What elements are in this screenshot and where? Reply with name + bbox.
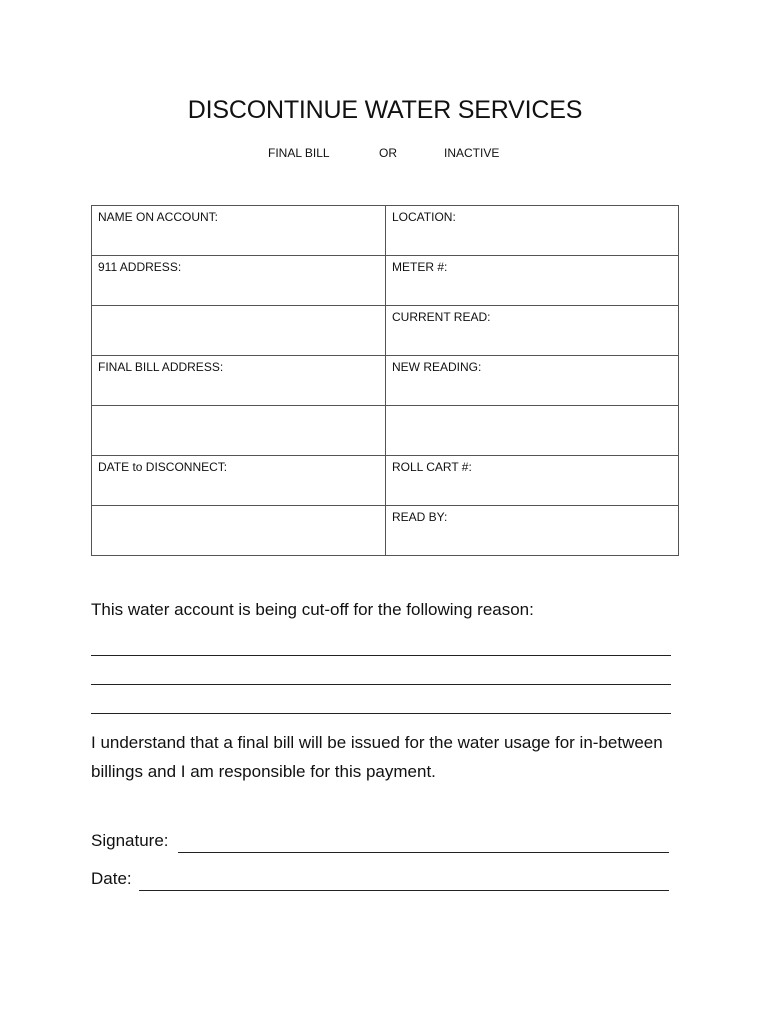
field-read-by[interactable]: READ BY: [386, 506, 679, 556]
table-row [92, 206, 679, 256]
field-final-bill-address-cont[interactable] [92, 406, 386, 456]
option-separator: OR [379, 146, 397, 160]
table-row [92, 456, 679, 506]
table-row [92, 356, 679, 406]
table-row [92, 256, 679, 306]
field-date-to-disconnect[interactable]: DATE to DISCONNECT: [92, 456, 386, 506]
field-date-to-disconnect-cont[interactable] [92, 506, 386, 556]
date-label: Date: [91, 869, 132, 888]
account-info-table [91, 205, 679, 556]
table-row [92, 506, 679, 556]
field-name-on-account[interactable]: NAME ON ACCOUNT: [92, 206, 386, 256]
reason-label: This water account is being cut-off for the following reason: [91, 600, 534, 619]
field-location[interactable]: LOCATION: [386, 206, 679, 256]
field-blank[interactable] [386, 406, 679, 456]
field-current-read[interactable]: CURRENT READ: [386, 306, 679, 356]
acknowledgement-text: I understand that a final bill will be issued for the water usage for in-between billings and I am responsible for this payment. [91, 733, 663, 781]
field-final-bill-address[interactable]: FINAL BILL ADDRESS: [92, 356, 386, 406]
option-final-bill[interactable]: FINAL BILL [268, 146, 330, 160]
document-title: DISCONTINUE WATER SERVICES [187, 96, 583, 124]
signature-line[interactable] [178, 852, 669, 853]
reason-line[interactable] [91, 684, 671, 685]
table-row [92, 306, 679, 356]
field-new-reading[interactable]: NEW READING: [386, 356, 679, 406]
reason-line[interactable] [91, 655, 671, 656]
field-911-address[interactable]: 911 ADDRESS: [92, 256, 386, 306]
reason-line[interactable] [91, 713, 671, 714]
field-roll-cart-number[interactable]: ROLL CART #: [386, 456, 679, 506]
field-911-address-cont[interactable] [92, 306, 386, 356]
field-meter-number[interactable]: METER #: [386, 256, 679, 306]
table-row [92, 406, 679, 456]
signature-label: Signature: [91, 831, 169, 850]
option-inactive[interactable]: INACTIVE [444, 146, 500, 160]
date-line[interactable] [139, 890, 669, 891]
